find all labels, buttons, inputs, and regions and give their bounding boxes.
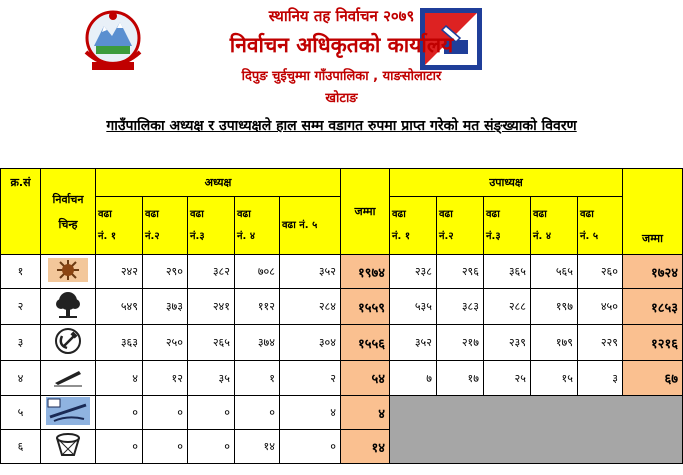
vice-ward-votes: १७९ <box>531 325 578 361</box>
table-row <box>1 255 683 289</box>
party-symbol <box>41 289 96 325</box>
chair-ward-votes: ३०४ <box>280 325 341 361</box>
vice-header: उपाध्यक्ष <box>390 169 623 197</box>
chair-ward-votes: २४१ <box>188 289 235 325</box>
chair-ward-votes: ३७४ <box>235 325 280 361</box>
chair-ward-header: वढा नं. ५ <box>280 197 341 255</box>
chair-ward-votes: ५४९ <box>96 289 143 325</box>
chair-ward-votes: ३६३ <box>96 325 143 361</box>
chair-ward-header: वढा नं. ४ <box>235 197 280 255</box>
drum-icon <box>53 431 83 462</box>
chair-ward-votes: ११२ <box>235 289 280 325</box>
chair-ward-header: वढा नं.३ <box>188 197 235 255</box>
symbol-header: निर्वाचन चिन्ह <box>41 169 96 255</box>
party-symbol <box>41 396 96 430</box>
vice-ward-header: वढा नं.३ <box>484 197 531 255</box>
chair-ward-votes: ३७३ <box>143 289 188 325</box>
hammer-sickle-icon <box>54 327 82 358</box>
vice-ward-header: वढा नं. ५ <box>578 197 623 255</box>
vice-ward-header: वढा नं.२ <box>437 197 484 255</box>
vice-ward-votes: २५ <box>484 361 531 396</box>
vice-ward-votes: ५३५ <box>390 289 437 325</box>
table-row <box>1 325 683 361</box>
party-symbol <box>41 430 96 464</box>
chair-ward-votes: ४ <box>280 396 341 430</box>
chair-ward-votes: ० <box>96 396 143 430</box>
vice-ward-votes: ३ <box>578 361 623 396</box>
vice-total-votes: १८५३ <box>623 289 683 325</box>
chair-ward-votes: ० <box>188 396 235 430</box>
report-subtitle: गाउँपालिका अध्यक्ष र उपाध्यक्षले हाल सम्म वडागत रुपमा प्राप्त गरेको मत संङ्ख्याको विवरण <box>106 118 577 134</box>
chair-ward-votes: २५० <box>143 325 188 361</box>
vice-total-votes: १२१६ <box>623 325 683 361</box>
chair-ward-votes: १४ <box>235 430 280 464</box>
vice-ward-votes: २६० <box>578 255 623 289</box>
chair-total-votes: १४ <box>341 430 390 464</box>
vice-ward-header: वढा नं. ४ <box>531 197 578 255</box>
chair-ward-votes: ० <box>143 396 188 430</box>
office-title: निर्वाचन अधिकृतको कार्यालय <box>229 33 454 57</box>
vice-ward-votes: २९६ <box>437 255 484 289</box>
vice-ward-votes: १५ <box>531 361 578 396</box>
sun-icon <box>48 258 88 285</box>
chair-total-votes: १५५६ <box>341 325 390 361</box>
chair-ward-header: वढा नं.२ <box>143 197 188 255</box>
vice-ward-votes: ७ <box>390 361 437 396</box>
pen-icon <box>51 366 85 391</box>
boat-icon <box>46 397 90 428</box>
vice-total-header: जम्मा <box>623 169 683 255</box>
chair-ward-votes: २४२ <box>96 255 143 289</box>
chair-total-votes: ४ <box>341 396 390 430</box>
chair-header: अध्यक्ष <box>96 169 341 197</box>
chair-total-votes: १५५९ <box>341 289 390 325</box>
chair-ward-votes: ० <box>280 430 341 464</box>
chair-ward-votes: ७०८ <box>235 255 280 289</box>
chair-ward-votes: ० <box>188 430 235 464</box>
chair-ward-votes: १२ <box>143 361 188 396</box>
chair-ward-votes: ० <box>96 430 143 464</box>
vice-ward-votes: ३६५ <box>484 255 531 289</box>
serial-number: १ <box>1 255 41 289</box>
chair-ward-votes: ३५२ <box>280 255 341 289</box>
vice-ward-votes: २३९ <box>484 325 531 361</box>
party-symbol <box>41 255 96 289</box>
vice-ward-votes: ३५२ <box>390 325 437 361</box>
vice-ward-votes: २३८ <box>390 255 437 289</box>
serial-number: ३ <box>1 325 41 361</box>
vice-ward-votes: १७ <box>437 361 484 396</box>
chair-ward-votes: ३८२ <box>188 255 235 289</box>
chair-ward-votes: २ <box>280 361 341 396</box>
party-symbol <box>41 325 96 361</box>
chair-total-votes: १९७४ <box>341 255 390 289</box>
page-header <box>0 0 683 168</box>
table-row <box>1 361 683 396</box>
header-line1: स्थानिय तह निर्वाचन २०७९ <box>268 7 415 25</box>
serial-number: ६ <box>1 430 41 464</box>
vice-ward-votes: ३८३ <box>437 289 484 325</box>
chair-ward-header: वढा नं. १ <box>96 197 143 255</box>
vice-total-votes: ६७ <box>623 361 683 396</box>
vice-ward-header: वढा नं. १ <box>390 197 437 255</box>
chair-ward-votes: ३५ <box>188 361 235 396</box>
chair-ward-votes: २६५ <box>188 325 235 361</box>
district-line: खोटाङ <box>325 91 358 106</box>
municipality-line: दिपुङ चुईचुम्मा गाँउपालिका , याङसोलाटार <box>241 69 442 84</box>
tree-icon <box>53 291 83 322</box>
chair-ward-votes: ० <box>235 396 280 430</box>
vice-ward-votes: १९७ <box>531 289 578 325</box>
results-table <box>0 168 683 464</box>
empty-vice-area <box>390 396 683 464</box>
vice-total-votes: १७२४ <box>623 255 683 289</box>
table-row <box>1 396 683 430</box>
chair-ward-votes: १ <box>235 361 280 396</box>
chair-ward-votes: ० <box>143 430 188 464</box>
chair-ward-votes: २८४ <box>280 289 341 325</box>
chair-ward-votes: २९० <box>143 255 188 289</box>
table-row <box>1 289 683 325</box>
chair-ward-votes: ४ <box>96 361 143 396</box>
vice-ward-votes: २१७ <box>437 325 484 361</box>
sn-header: क्र.सं <box>1 169 41 255</box>
chair-total-votes: ५४ <box>341 361 390 396</box>
vice-ward-votes: २८८ <box>484 289 531 325</box>
vice-ward-votes: ४५० <box>578 289 623 325</box>
vice-ward-votes: २२९ <box>578 325 623 361</box>
party-symbol <box>41 361 96 396</box>
serial-number: ४ <box>1 361 41 396</box>
chair-total-header: जम्मा <box>341 169 390 255</box>
serial-number: २ <box>1 289 41 325</box>
serial-number: ५ <box>1 396 41 430</box>
vice-ward-votes: ५६५ <box>531 255 578 289</box>
